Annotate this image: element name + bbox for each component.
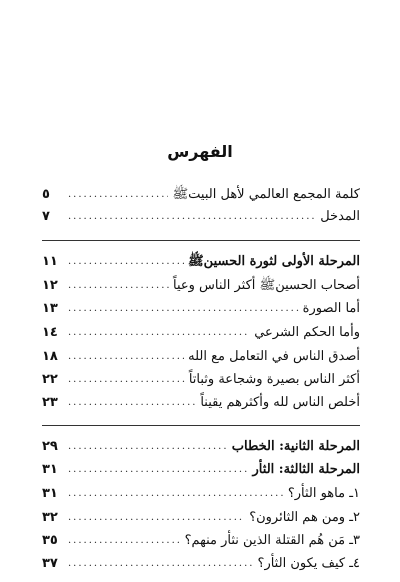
entry-title: ٤ـ كيف يكون الثأر؟ — [257, 556, 360, 571]
entry-title: أصحاب الحسينﷺ أكثر الناس وعياً — [173, 278, 360, 293]
dot-leader — [68, 373, 185, 387]
toc-entry — [42, 346, 360, 366]
toc-entry — [42, 206, 360, 226]
entry-page-number: ١١ — [42, 254, 58, 269]
entry-page-number: ١٤ — [42, 325, 58, 340]
dot-leader — [68, 440, 228, 454]
dot-leader — [68, 463, 249, 477]
toc-entry — [42, 483, 360, 503]
toc-entry — [42, 530, 360, 550]
entry-title: ٣ـ مَن هُم القتلة الذين نثأر منهم؟ — [184, 533, 360, 548]
dot-leader — [68, 350, 184, 364]
section-divider — [42, 425, 360, 426]
entry-page-number: ٧ — [42, 209, 50, 224]
entry-title: وأما الحكم الشرعي — [254, 325, 360, 340]
dot-leader — [68, 302, 299, 316]
entry-title: المرحلة الثانية: الخطاب — [231, 439, 360, 454]
entry-title: كلمة المجمع العالمي لأهل البيتﷺ — [172, 187, 360, 202]
toc-entry — [42, 322, 360, 342]
entry-page-number: ٣١ — [42, 486, 58, 501]
entry-page-number: ٣٥ — [42, 533, 58, 548]
entry-page-number: ١٢ — [42, 278, 58, 293]
entry-page-number: ٢٩ — [42, 439, 58, 454]
entry-page-number: ١٣ — [42, 301, 58, 316]
entry-page-number: ٥ — [42, 187, 50, 202]
entry-page-number: ٢٢ — [42, 372, 58, 387]
section-divider — [42, 240, 360, 241]
dot-leader — [68, 487, 284, 501]
entry-title: المدخل — [320, 209, 360, 224]
entry-title: أصدق الناس في التعامل مع الله — [188, 349, 360, 364]
toc-entry — [42, 436, 360, 456]
entry-title: ٢ـ ومن هم الثائرون؟ — [249, 510, 360, 525]
dot-leader — [68, 396, 196, 410]
entry-title: أكثر الناس بصيرة وشجاعة وثباتاً — [188, 372, 360, 387]
dot-leader — [68, 534, 181, 548]
dot-leader — [68, 210, 316, 224]
dot-leader — [68, 326, 250, 340]
dot-leader — [68, 188, 168, 202]
toc-entry — [42, 369, 360, 389]
dot-leader — [68, 255, 184, 269]
toc-entry — [42, 459, 360, 479]
entry-page-number: ١٨ — [42, 349, 58, 364]
entry-page-number: ٣٢ — [42, 510, 58, 525]
toc-entry — [42, 184, 360, 204]
dot-leader — [68, 557, 254, 571]
dot-leader — [68, 279, 169, 293]
entry-page-number: ٣١ — [42, 462, 58, 477]
dot-leader — [68, 511, 245, 525]
entry-page-number: ٣٧ — [42, 556, 58, 571]
page-title: الفهرس — [167, 142, 233, 161]
toc-entry — [42, 553, 360, 573]
toc-entry — [42, 251, 360, 271]
entry-title: المرحلة الأولى لثورة الحسينﷺ — [187, 254, 360, 269]
toc-entry — [42, 507, 360, 527]
entry-title: ١ـ ماهو الثأر؟ — [287, 486, 360, 501]
entry-page-number: ٢٣ — [42, 395, 58, 410]
toc-entry — [42, 275, 360, 295]
entry-title: المرحلة الثالثة: الثأر — [252, 462, 360, 477]
toc-entry — [42, 298, 360, 318]
entry-title: أخلص الناس لله وأكثرهم يقيناً — [200, 395, 360, 410]
toc-entry — [42, 392, 360, 412]
entry-title: أما الصورة — [302, 301, 360, 316]
